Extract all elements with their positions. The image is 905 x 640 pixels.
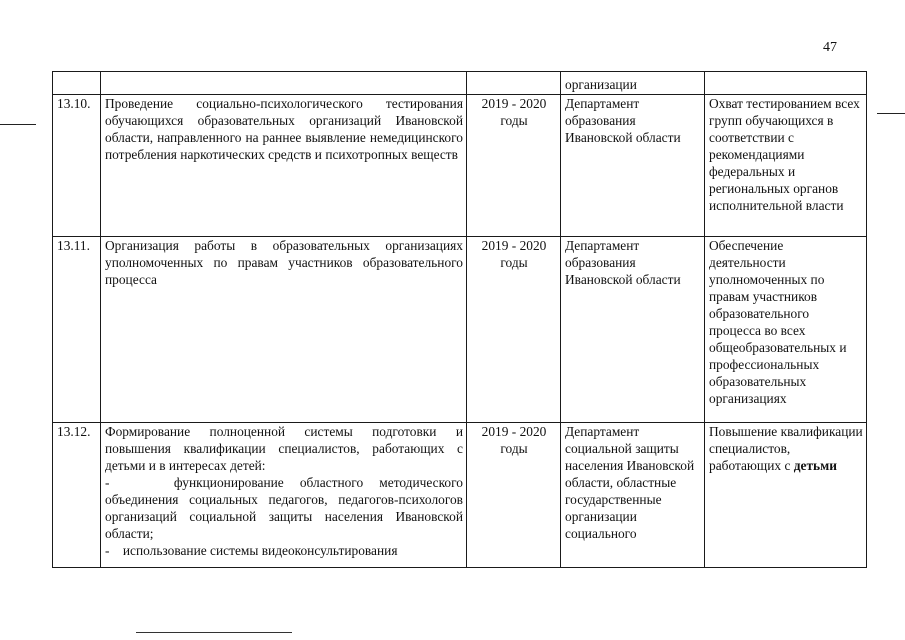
period-unit: годы <box>500 113 528 128</box>
item-executor: Департамент образования Ивановской области <box>561 95 705 237</box>
table-row <box>53 95 867 237</box>
item-number: 13.11. <box>53 237 101 423</box>
item-result: Обеспечение деятельности уполномоченных по правам участников образовательного процесса во всех общеобразовательных и профессиональных образовательных организациях <box>705 237 867 423</box>
footnote-separator <box>136 632 292 633</box>
measures-table <box>52 71 867 568</box>
page-number: 47 <box>823 40 837 55</box>
item-number: 13.10. <box>53 95 101 237</box>
item-period <box>467 95 561 237</box>
description-bullet: - функционирование областного методического объединения социальных педагогов, педагогов-психологов организаций социальной защиты населения Ивановской области; <box>105 475 463 541</box>
result-text: Повышение квалификации специалистов, работающих с <box>709 424 863 473</box>
table-row <box>53 237 867 423</box>
period-cell <box>467 72 561 95</box>
item-executor: Департамент образования Ивановской области <box>561 237 705 423</box>
result-bold-word: детьми <box>793 458 837 473</box>
table-row <box>53 423 867 568</box>
item-period <box>467 423 561 568</box>
result-cell <box>705 72 867 95</box>
description-cell <box>101 72 467 95</box>
item-result: Охват тестированием всех групп обучающихся в соответствии с рекомендациями федеральных и региональных органов исполнительной власти <box>705 95 867 237</box>
description-bullet: - использование системы видеоконсультирования <box>105 543 398 558</box>
item-executor: Департамент социальной защиты населения Ивановской области, областные государственные организации социального <box>561 423 705 568</box>
item-period <box>467 237 561 423</box>
item-description: Организация работы в образовательных организациях уполномоченных по правам участников образовательного процесса <box>101 237 467 423</box>
period-years: 2019 - 2020 <box>481 238 547 253</box>
item-description: Проведение социально-психологического тестирования обучающихся образовательных организаций Ивановской области, направленного на раннее выявление немедицинского потребления наркотических средств и психотропных веществ <box>101 95 467 237</box>
table-row <box>53 72 867 95</box>
description-paragraph: Формирование полноценной системы подготовки и повышения квалификации специалистов, работающих с детьми и в интересах детей: <box>105 424 463 473</box>
period-unit: годы <box>500 255 528 270</box>
num-cell <box>53 72 101 95</box>
left-margin-mark <box>0 124 36 125</box>
period-unit: годы <box>500 441 528 456</box>
period-years: 2019 - 2020 <box>481 96 547 111</box>
item-result <box>705 423 867 568</box>
period-years: 2019 - 2020 <box>481 424 547 439</box>
item-description <box>101 423 467 568</box>
executor-cell: организации <box>561 72 705 95</box>
right-margin-mark <box>877 113 905 114</box>
item-number: 13.12. <box>53 423 101 568</box>
